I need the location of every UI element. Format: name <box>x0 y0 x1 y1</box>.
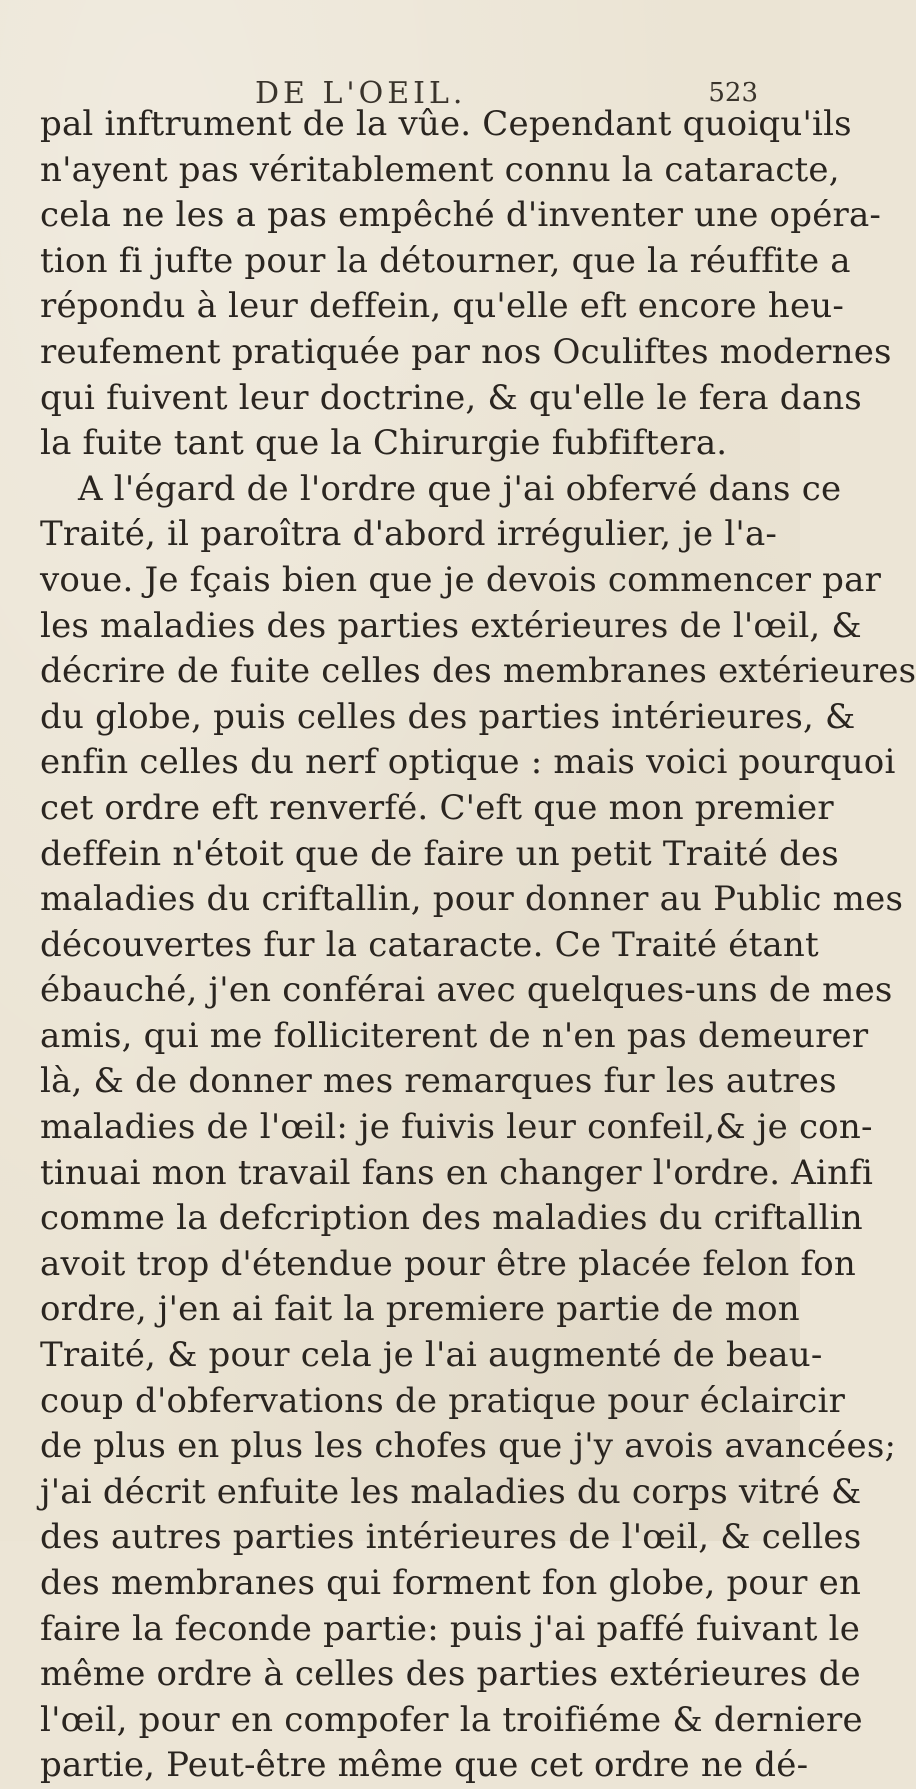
text-line: les maladies des parties extérieures de l'œil, & <box>40 605 862 646</box>
text-line: avoit trop d'étendue pour être placée felon fon <box>40 1243 857 1284</box>
text-line: cet ordre eft renverfé. C'eft que mon premier <box>40 787 834 828</box>
text-line: décrire de fuite celles des membranes extérieures <box>40 651 916 692</box>
text-line: n'ayent pas véritablement connu la cataracte, <box>40 149 840 190</box>
text-line: deffein n'étoit que de faire un petit Traité des <box>40 833 839 874</box>
text-line: voue. Je fçais bien que je devois commencer par <box>40 559 882 600</box>
text-line: maladies de l'œil: je fuivis leur confeil,& je con- <box>40 1107 873 1148</box>
text-line: l'œil, pour en compofer la troifiéme & derniere <box>40 1699 863 1740</box>
text-line: comme la defcription des maladies du criftallin <box>40 1198 863 1239</box>
text-line: tinuai mon travail fans en changer l'ordre. Ainfi <box>40 1152 874 1193</box>
text-line: faire la feconde partie: puis j'ai paffé fuivant le <box>40 1608 861 1649</box>
text-line: des autres parties intérieures de l'œil, & celles <box>40 1517 862 1558</box>
text-line: là, & de donner mes remarques fur les autres <box>40 1061 837 1102</box>
running-title: DE L'OEIL. <box>255 76 467 111</box>
text-line: j'ai décrit enfuite les maladies du corps vitré & <box>40 1471 862 1512</box>
text-line: ordre, j'en ai fait la premiere partie de mon <box>40 1289 800 1330</box>
body-text <box>40 102 916 1789</box>
text-line: du globe, puis celles des parties intérieures, & <box>40 696 856 737</box>
text-line: Traité, & pour cela je l'ai augmenté de beau- <box>40 1335 823 1376</box>
text-line: la fuite tant que la Chirurgie fubfiftera. <box>40 423 728 464</box>
text-line: amis, qui me folliciterent de n'en pas demeurer <box>40 1015 869 1056</box>
text-line: maladies du criftallin, pour donner au Public mes <box>40 879 904 920</box>
text-line: cela ne les a pas empêché d'inventer une opéra- <box>40 195 882 236</box>
text-line: partie, Peut-être même que cet ordre ne dé- <box>40 1745 809 1786</box>
text-line: qui fuivent leur doctrine, & qu'elle le fera dans <box>40 377 862 418</box>
text-line: enfin celles du nerf optique : mais voici pourquoi <box>40 742 896 783</box>
page-number: 523 <box>708 78 758 108</box>
text-line: pal inftrument de la vûe. Cependant quoiqu'ils <box>40 104 852 144</box>
text-line: ébauché, j'en conférai avec quelques-uns de mes <box>40 970 893 1011</box>
text-line: même ordre à celles des parties extérieures de <box>40 1654 861 1695</box>
text-line: des membranes qui forment fon globe, pour en <box>40 1563 862 1603</box>
text-line: découvertes fur la cataracte. Ce Traité étant <box>40 924 819 965</box>
text-line: reufement pratiquée par nos Oculiftes modernes <box>40 331 892 372</box>
text-line: A l'égard de l'ordre que j'ai obfervé dans ce <box>78 468 842 509</box>
text-line: coup d'obfervations de pratique pour éclaircir <box>40 1380 846 1421</box>
text-line: répondu à leur deffein, qu'elle eft encore heu- <box>40 286 845 327</box>
text-line: de plus en plus les chofes que j'y avois avancées; <box>40 1426 897 1467</box>
text-line: tion fi jufte pour la détourner, que la réuffite a <box>40 240 851 281</box>
text-line: Traité, il paroîtra d'abord irrégulier, je l'a- <box>40 514 778 555</box>
